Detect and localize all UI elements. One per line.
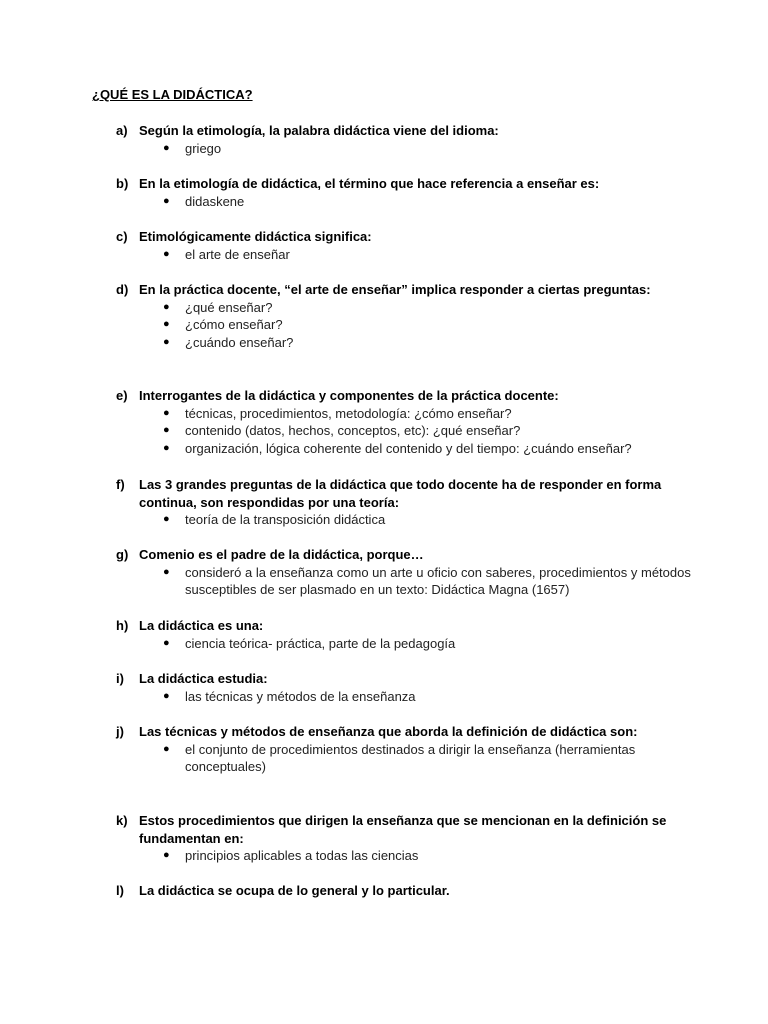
answer-text: el arte de enseñar	[185, 246, 290, 262]
answer-list	[162, 741, 696, 776]
answer-list	[162, 564, 696, 599]
answer-text: ¿qué enseñar?	[185, 299, 273, 315]
answer-item	[162, 847, 696, 865]
answer-item	[162, 246, 696, 264]
question-text: Comenio es el padre de la didáctica, porque…	[139, 547, 424, 562]
answer-item	[162, 688, 696, 706]
answer-item	[162, 564, 696, 599]
question-text: Etimológicamente didáctica significa:	[139, 229, 372, 244]
question-item-l	[116, 882, 696, 900]
answer-item	[162, 316, 696, 334]
bullet-icon: ●	[163, 849, 170, 861]
answer-list	[162, 405, 696, 458]
item-letter: k)	[116, 813, 128, 828]
bullet-icon: ●	[163, 742, 170, 755]
question-item-d	[116, 281, 696, 351]
question-item-c	[116, 228, 696, 263]
item-letter: d)	[116, 282, 129, 297]
bullet-icon: ●	[163, 689, 170, 702]
item-letter: b)	[116, 176, 129, 191]
question-item-k	[116, 812, 696, 865]
question-item-h	[116, 617, 696, 652]
answer-text: el conjunto de procedimientos destinados a dirigir la enseñanza (herramientas conceptuales)	[185, 741, 636, 774]
item-letter: i)	[116, 671, 124, 686]
answer-item	[162, 405, 696, 423]
answer-text: principios aplicables a todas las ciencias	[185, 848, 419, 863]
question-text: La didáctica es una:	[139, 618, 264, 633]
question-text: Las 3 grandes preguntas de la didáctica que todo docente ha de responder en forma continua, son respondidas por una teoría:	[139, 477, 662, 510]
answer-list	[162, 140, 696, 158]
bullet-icon: ●	[163, 300, 170, 313]
answer-text: teoría de la transposición didáctica	[185, 512, 386, 527]
bullet-icon: ●	[163, 406, 170, 419]
bullet-icon: ●	[163, 636, 170, 649]
document-title: ¿QUÉ ES LA DIDÁCTICA?	[92, 87, 253, 102]
bullet-icon: ●	[163, 335, 170, 348]
item-letter: c)	[116, 229, 128, 244]
answer-text: griego	[185, 140, 222, 156]
item-letter: h)	[116, 618, 129, 633]
answer-item	[162, 511, 696, 529]
answer-list	[162, 847, 696, 865]
question-item-j	[116, 723, 696, 776]
item-letter: a)	[116, 123, 128, 138]
answer-text: consideró a la enseñanza como un arte u oficio con saberes, procedimientos y métodos susceptibles de ser plasmado en un texto: Didáctica Magna (1657)	[185, 564, 691, 597]
answer-item	[162, 635, 696, 653]
answer-text: didaskene	[185, 193, 245, 209]
question-text: La didáctica estudia:	[139, 671, 268, 686]
item-letter: f)	[116, 477, 125, 492]
answer-item	[162, 140, 696, 158]
answer-text: ¿cómo enseñar?	[185, 317, 283, 332]
answer-text: contenido (datos, hechos, conceptos, etc): ¿qué enseñar?	[185, 423, 521, 438]
question-text: Estos procedimientos que dirigen la enseñanza que se mencionan en la definición se fundamentan en:	[139, 813, 667, 846]
answer-text: las técnicas y métodos de la enseñanza	[185, 688, 416, 704]
question-text: En la etimología de didáctica, el término que hace referencia a enseñar es:	[139, 176, 600, 191]
question-item-a	[116, 122, 696, 157]
question-item-b	[116, 175, 696, 210]
answer-item	[162, 422, 696, 440]
answer-list	[162, 635, 696, 653]
bullet-icon: ●	[163, 565, 170, 578]
bullet-icon: ●	[163, 513, 170, 525]
answer-text: técnicas, procedimientos, metodología: ¿cómo enseñar?	[185, 405, 512, 421]
question-text: Según la etimología, la palabra didáctica viene del idioma:	[139, 123, 499, 138]
question-text: En la práctica docente, “el arte de enseñar” implica responder a ciertas preguntas:	[139, 282, 651, 297]
bullet-icon: ●	[163, 194, 170, 207]
item-letter: g)	[116, 547, 129, 562]
answer-item	[162, 193, 696, 211]
answer-item	[162, 440, 696, 458]
bullet-icon: ●	[163, 247, 170, 260]
bullet-icon: ●	[163, 424, 170, 436]
question-item-g	[116, 546, 696, 599]
answer-list	[162, 193, 696, 211]
question-item-e	[116, 387, 696, 457]
question-item-f	[116, 476, 696, 529]
answer-text: organización, lógica coherente del contenido y del tiempo: ¿cuándo enseñar?	[185, 440, 632, 456]
answer-text: ¿cuándo enseñar?	[185, 334, 294, 350]
bullet-icon: ●	[163, 318, 170, 330]
item-letter: j)	[116, 724, 124, 739]
answer-item	[162, 741, 696, 776]
question-text: Las técnicas y métodos de enseñanza que aborda la definición de didáctica son:	[139, 724, 638, 739]
answer-text: ciencia teórica- práctica, parte de la pedagogía	[185, 635, 456, 651]
answer-list	[162, 299, 696, 352]
bullet-icon: ●	[163, 441, 170, 454]
item-letter: l)	[116, 883, 124, 898]
question-text: La didáctica se ocupa de lo general y lo particular.	[139, 883, 450, 898]
answer-list	[162, 511, 696, 529]
answer-list	[162, 688, 696, 706]
item-letter: e)	[116, 388, 128, 403]
answer-list	[162, 246, 696, 264]
answer-item	[162, 299, 696, 317]
bullet-icon: ●	[163, 141, 170, 154]
answer-item	[162, 334, 696, 352]
question-item-i	[116, 670, 696, 705]
question-text: Interrogantes de la didáctica y componentes de la práctica docente:	[139, 388, 559, 403]
